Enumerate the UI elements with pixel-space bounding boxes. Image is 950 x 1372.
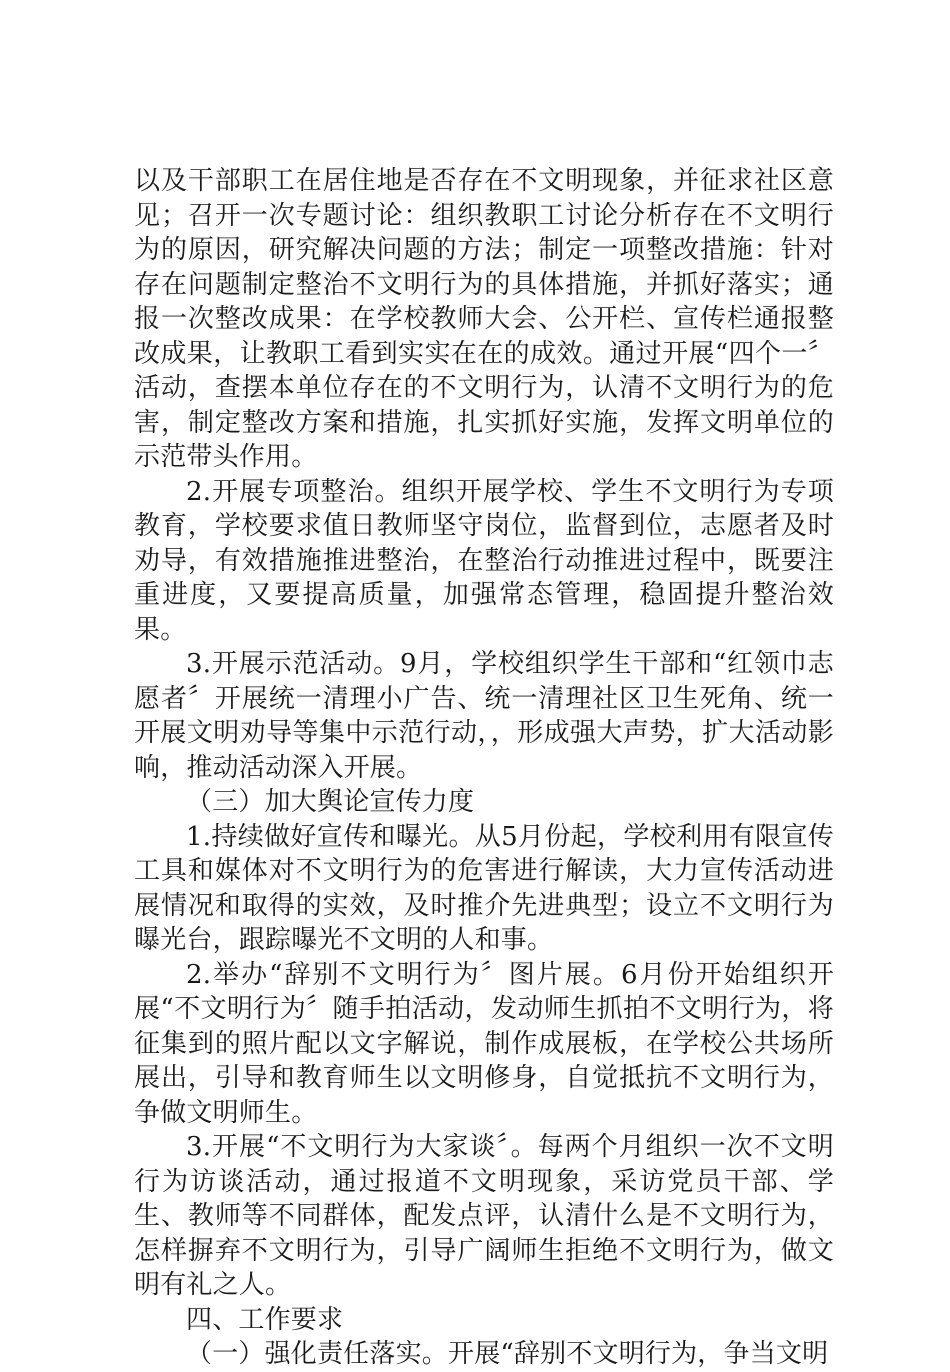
paragraph-discussion-activity: 3.开展“不文明行为大家谈〞。每两个月组织一次不文明行为访谈活动，通过报道不文明现象，采访党员干部、学生、教师等不同群体，配发点评，认清什么是不文明行为，怎样摒弃不文明行为，引导广阔师生拒绝不文明行为，做文明有礼之人。 bbox=[134, 1132, 834, 1300]
paragraph-special-rectification: 2.开展专项整治。组织开展学校、学生不文明行为专项教育，学校要求值日教师坚守岗位，监督到位，志愿者及时劝导，有效措施推进整治，在整治行动推进过程中，既要注重进度，又要提高质量，加强常态管理，稳固提升整治效果。 bbox=[134, 476, 834, 645]
paragraph-publicity-exposure: 1.持续做好宣传和曝光。从5月份起，学校利用有限宣传工具和媒体对不文明行为的危害进行解读，大力宣传活动进展情况和取得的实效，及时推介先进典型；设立不文明行为曝光台，跟踪曝光不文明的人和事。 bbox=[134, 821, 834, 955]
paragraph-responsibility: （一）强化责任落实。开展“辞别不文明行为，争当文明 bbox=[186, 1339, 829, 1369]
paragraph-intro-continued: 以及干部职工在居住地是否存在不文明现象，并征求社区意见；召开一次专题讨论：组织教职工讨论分析存在不文明行为的原因，研究解决问题的方法；制定一项整改措施：针对存在问题制定整治不文明行为的具体措施，并抓好落实；通报一次整改成果：在学校教师大会、公开栏、宣传栏通报整改成果，让教职工看到实实在在的成效。通过开展“四个一〞活动，查摆本单位存在的不文明行为，认清不文明行为的危害，制定整改方案和措施，扎实抓好实施，发挥文明单位的示范带头作用。 bbox=[134, 166, 834, 472]
section-heading-work-requirements: 四、工作要求 bbox=[186, 1304, 344, 1335]
paragraph-demonstration-activity: 3.开展示范活动。9月，学校组织学生干部和“红领巾志愿者〞开展统一清理小广告、统一清理社区卫生死角、统一开展文明劝导等集中示范行动，，形成强大声势，扩大活动影响，推动活动深入开展。 bbox=[134, 649, 834, 783]
section-heading-publicity: （三）加大舆论宣传力度 bbox=[186, 787, 475, 817]
document-body bbox=[134, 164, 834, 1372]
paragraph-photo-exhibition: 2.举办“辞别不文明行为〞图片展。6月份开始组织开展“不文明行为〞随手拍活动，发动师生抓拍不文明行为，将征集到的照片配以文字解说，制作成展板，在学校公共场所展出，引导和教育师生以文明修身，自觉抵抗不文明行为，争做文明师生。 bbox=[134, 959, 834, 1128]
